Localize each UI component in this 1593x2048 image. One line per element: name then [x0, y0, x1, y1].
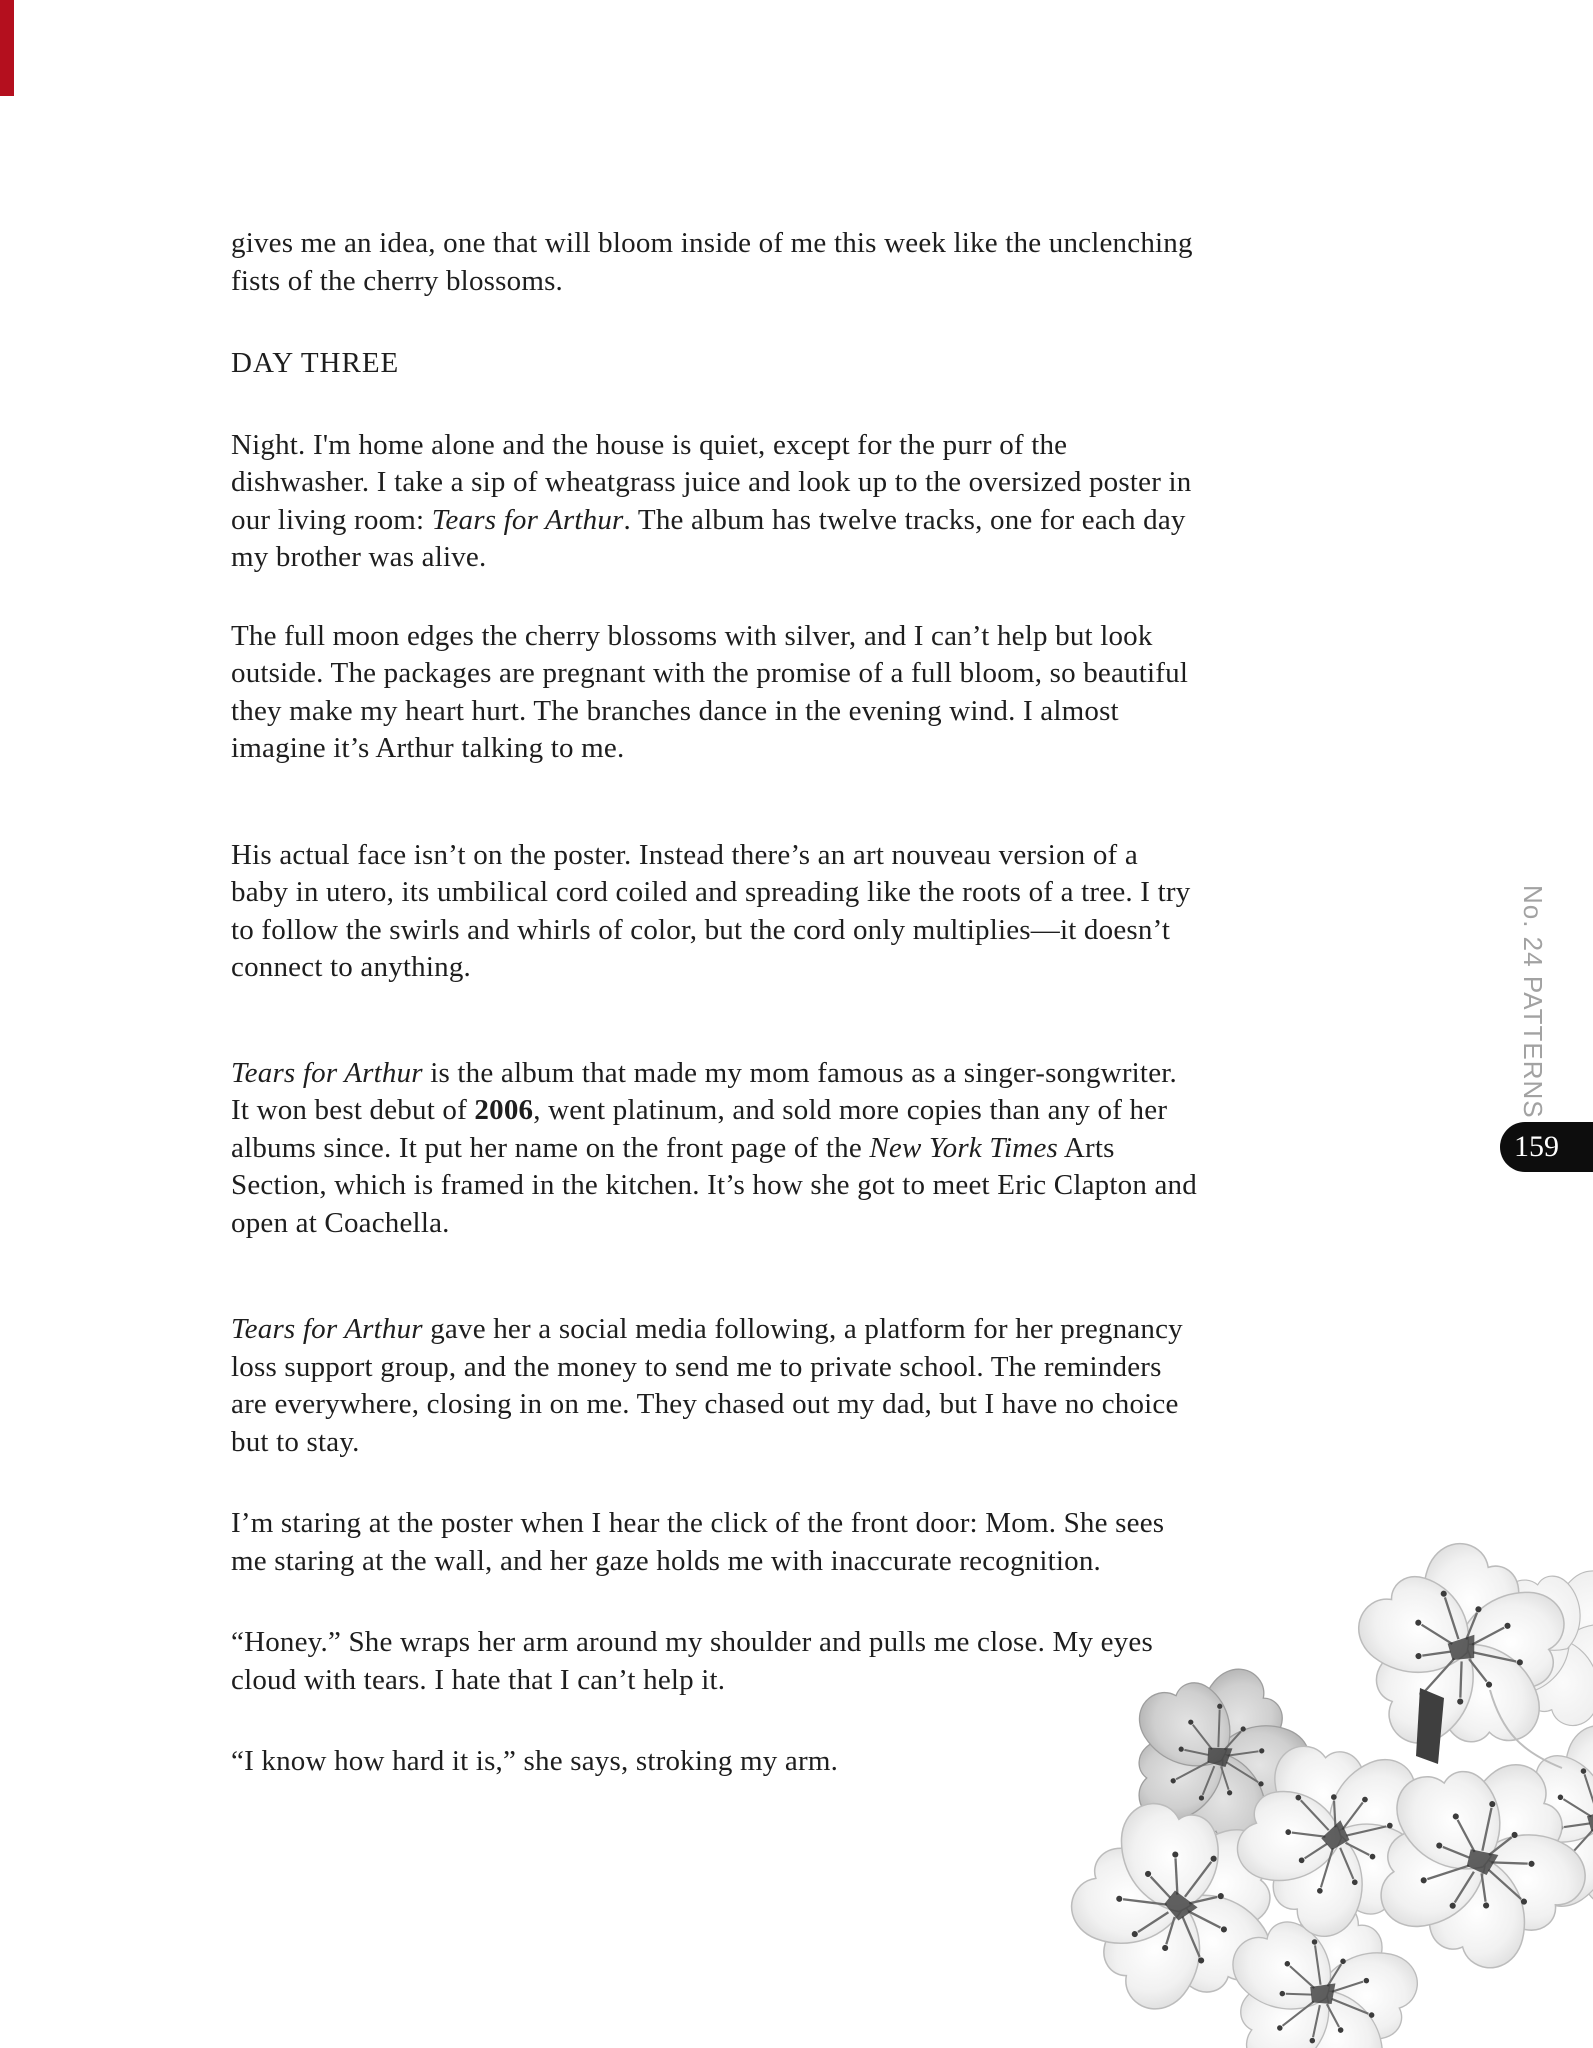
text-line: I’m staring at the poster when I hear the click of the front door: Mom. She sees — [231, 1507, 1165, 1539]
text-line: The full moon edges the cherry blossoms with silver, and I can’t help but look — [231, 619, 1153, 652]
text-line: are everywhere, closing in on me. They chased out my dad, but I have no choice — [231, 1388, 1179, 1420]
text-line: connect to anything. — [231, 951, 471, 983]
text-line: outside. The packages are pregnant with the promise of a full bloom, so beautiful — [231, 657, 1189, 689]
text-line: fists of the cherry blossoms. — [231, 264, 564, 297]
text-line: gives me an idea, one that will bloom inside of me this week like the unclenching — [231, 227, 1193, 259]
text-line: imagine it’s Arthur talking to me. — [231, 732, 625, 764]
text-line: “I know how hard it is,” she says, stroking my arm. — [231, 1745, 839, 1777]
cherry-blossom-artwork — [1020, 1540, 1593, 2048]
page-number: 159 — [1514, 1130, 1559, 1163]
text-line: baby in utero, its umbilical cord coiled and spreading like the roots of a tree. I try — [231, 876, 1191, 908]
paragraph — [231, 1311, 1371, 1461]
text-line: my brother was alive. — [231, 541, 487, 573]
text-line: albums since. It put her name on the front page of the New York Times Arts — [231, 1131, 1115, 1164]
paragraph — [231, 225, 1371, 300]
bookmark-ribbon[interactable] — [0, 0, 14, 96]
section-heading — [231, 345, 1371, 383]
text-line: Section, which is framed in the kitchen. It’s how she got to meet Eric Clapton and — [231, 1169, 1197, 1201]
chapter-label-vertical: No. 24 PATTERNS — [1518, 885, 1548, 1119]
text-line: open at Coachella. — [231, 1206, 450, 1239]
text-line: Night. I'm home alone and the house is quiet, except for the purr of the — [231, 428, 1068, 461]
text-line: Tears for Arthur is the album that made my mom famous as a singer-songwriter. — [231, 1056, 1177, 1089]
text-line: dishwasher. I take a sip of wheatgrass juice and look up to the oversized poster in — [231, 466, 1192, 498]
paragraph — [231, 837, 1371, 987]
page-number-tab — [1500, 1122, 1593, 1172]
text-line: “Honey.” She wraps her arm around my shoulder and pulls me close. My eyes — [231, 1626, 1153, 1658]
text-line: our living room: Tears for Arthur. The album has twelve tracks, one for each day — [231, 503, 1186, 536]
text-line: to follow the swirls and whirls of color, but the cord only multiplies—it doesn’t — [231, 913, 1171, 946]
text-line: they make my heart hurt. The branches dance in the evening wind. I almost — [231, 694, 1119, 727]
text-line: Tears for Arthur gave her a social media following, a platform for her pregnancy — [231, 1313, 1183, 1345]
paragraph — [231, 1055, 1371, 1243]
text-line: me staring at the wall, and her gaze holds me with inaccurate recognition. — [231, 1544, 1101, 1577]
text-line: loss support group, and the money to send me to private school. The reminders — [231, 1350, 1162, 1383]
paragraph — [231, 618, 1371, 768]
text-line: His actual face isn’t on the poster. Instead there’s an art nouveau version of a — [231, 838, 1138, 871]
text-line: It won best debut of 2006, went platinum, and sold more copies than any of her — [231, 1094, 1168, 1126]
flower-cluster — [1027, 1540, 1593, 2048]
paragraph — [231, 427, 1371, 577]
text-line: DAY THREE — [231, 347, 400, 379]
text-line: cloud with tears. I hate that I can’t help it. — [231, 1663, 726, 1696]
text-line: but to stay. — [231, 1425, 360, 1458]
branch-stub — [1416, 1688, 1444, 1764]
